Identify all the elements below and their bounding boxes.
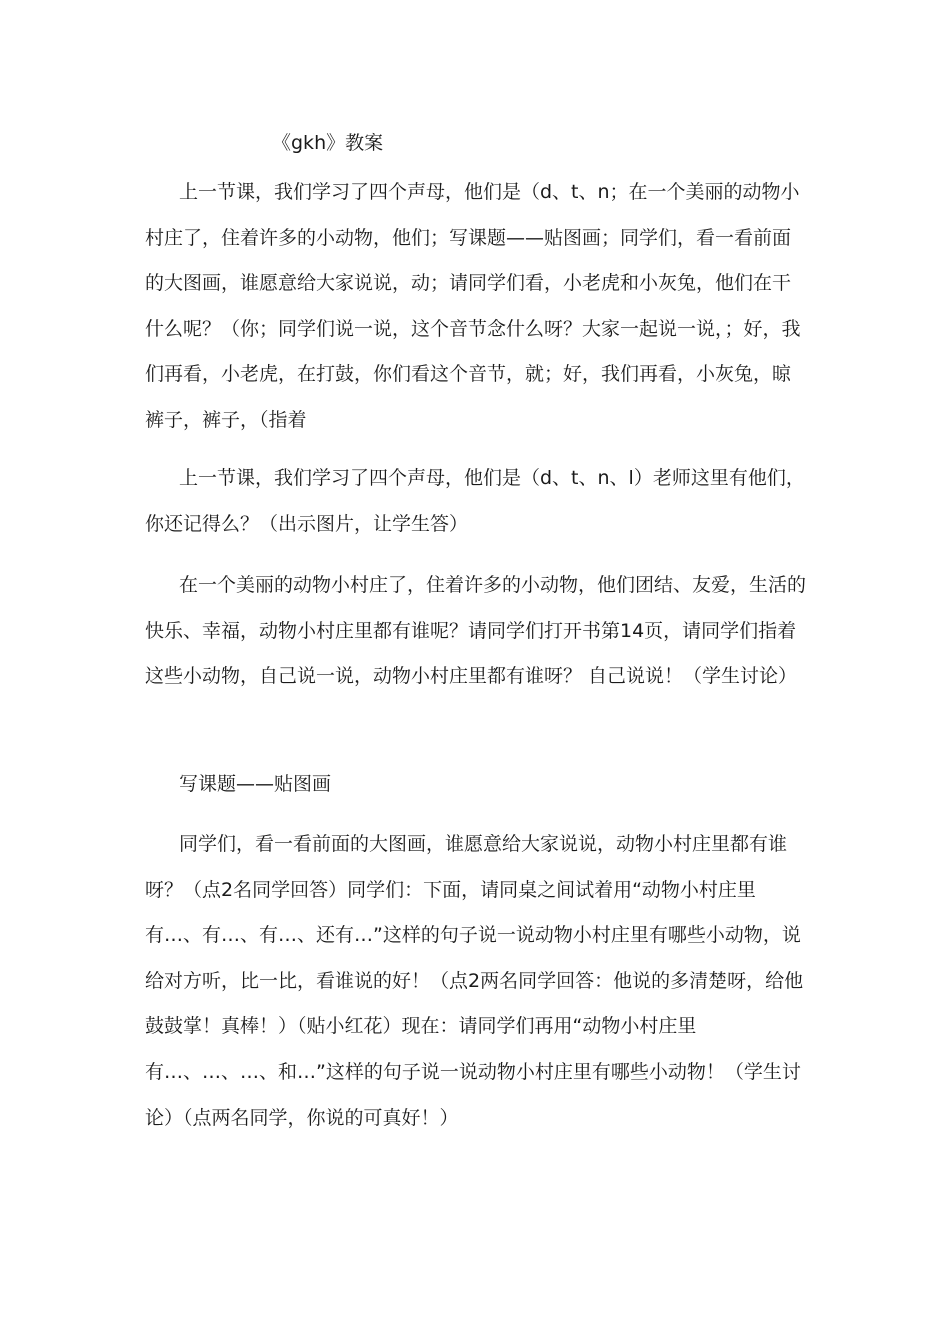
document-title: 《gkh》教案 (272, 132, 384, 154)
paragraph-5: 同学们，看一看前面的大图画，谁愿意给大家说说，动物小村庄里都有谁呀？（点2名同学回答）同学们：下面，请同桌之间试着用“动物小村庄里有…、有…、有…、还有…”这样的句子说一说动物小村庄里有哪些小动物，说给对方听，比一比，看谁说的好！（点2两名同学回答：他说的多清楚呀，给他鼓鼓掌！真棒！）（贴小红花）现在：请同学们再用“动物小村庄里有…、…、…、和…”这样的句子说一说动物小村庄里有哪些小动物！（学生讨论）（点两名同学，你说的可真好！） (145, 833, 804, 1129)
paragraph-2: 上一节课，我们学习了四个声母，他们是（d、t、n、l）老师这里有他们，你还记得么？（出示图片，让学生答） (145, 467, 805, 535)
paragraph-4: 写课题——贴图画 (179, 773, 332, 795)
paragraph-1: 上一节课，我们学习了四个声母，他们是（d、t、n；在一个美丽的动物小村庄了，住着许多的小动物，他们；写课题——贴图画；同学们，看一看前面的大图画，谁愿意给大家说说，动；请同学们看，小老虎和小灰兔，他们在干什么呢？（你；同学们说一说，这个音节念什么呀？大家一起说一说，；好，我们再看，小老虎，在打鼓，你们看这个音节，就；好，我们再看，小灰兔，晾裤子，裤子，（指着 (145, 181, 801, 431)
paragraph-3: 在一个美丽的动物小村庄了，住着许多的小动物，他们团结、友爱，生活的快乐、幸福，动物小村庄里都有谁呢？请同学们打开书第14页，请同学们指着这些小动物，自己说一说，动物小村庄里都有谁呀？ 自己说说！（学生讨论） (145, 574, 807, 688)
